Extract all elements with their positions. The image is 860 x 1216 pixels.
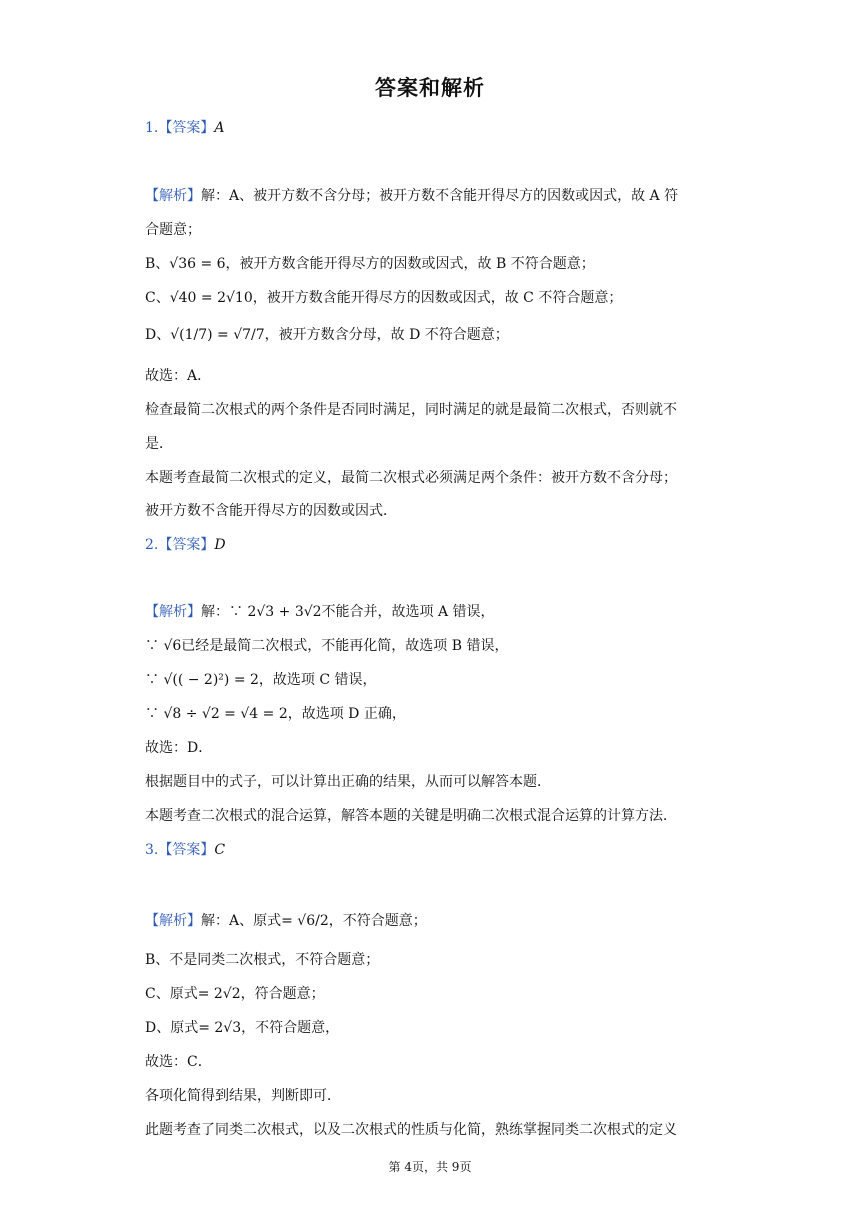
q1-analysis-line-7: 检查最简二次根式的两个条件是否同时满足，同时满足的就是最简二次根式，否则就不 (145, 402, 677, 418)
q3-analysis-line-5: 故选：C． (145, 1054, 212, 1070)
q2-analysis-label: 【解析】 (145, 604, 201, 620)
q1-analysis-text-1: 解：A、被开方数不含分母；被开方数不含能开得尽方的因数或因式，故 A 符 (201, 188, 679, 204)
q2-analysis-line-6: 根据题目中的式子，可以计算出正确的结果，从而可以解答本题． (145, 774, 551, 790)
q2-answer-value: D (214, 537, 226, 553)
q1-analysis-line-3: B、√36 = 6，被开方数含能开得尽方的因数或因式，故 B 不符合题意； (145, 256, 595, 272)
q3-analysis-line-6: 各项化简得到结果，判断即可． (145, 1088, 341, 1104)
q1-analysis-line-1 (145, 186, 720, 206)
q3-analysis-line-4: D、原式= 2√3，不符合题意， (145, 1020, 340, 1036)
q3-answer-value: C (214, 842, 226, 858)
q2-answer-label: 2.【答案】 (145, 537, 215, 553)
q3-analysis-text-1: 解：A、原式= √6/2，不符合题意； (201, 913, 427, 929)
q2-analysis-text-1: 解：∵ 2√3 + 3√2不能合并，故选项 A 错误， (201, 604, 495, 620)
q3-analysis-line-1 (145, 911, 720, 931)
q1-answer-line (145, 118, 720, 138)
q2-analysis-line-1 (145, 602, 720, 622)
q1-analysis-line-9: 本题考查最简二次根式的定义，最简二次根式必须满足两个条件：被开方数不含分母； (145, 470, 677, 486)
q3-analysis-line-2: B、不是同类二次根式，不符合题意； (145, 952, 380, 968)
q1-analysis-line-2: 合题意； (145, 222, 201, 238)
page-title: 答案和解析 (375, 76, 485, 100)
q3-analysis-line-3: C、原式= 2√2，符合题意； (145, 986, 325, 1002)
q3-analysis-line-7: 此题考查了同类二次根式，以及二次根式的性质与化简，熟练掌握同类二次根式的定义 (145, 1122, 677, 1138)
q2-analysis-line-3: ∵ √(( − 2)²) = 2，故选项 C 错误， (145, 672, 377, 688)
q3-answer-line (145, 840, 720, 860)
page-footer: 第 4页，共 9页 (388, 1160, 472, 1174)
q2-analysis-line-2: ∵ √6已经是最简二次根式，不能再化简，故选项 B 错误， (145, 638, 509, 654)
q2-analysis-line-5: 故选：D． (145, 740, 213, 756)
q1-analysis-line-8: 是． (145, 436, 173, 452)
q1-answer-label: 1.【答案】 (145, 120, 215, 136)
q1-analysis-line-5: D、√(1/7) = √7/7，被开方数含分母，故 D 不符合题意； (145, 327, 509, 343)
q1-analysis-line-6: 故选：A． (145, 368, 212, 384)
q1-answer-value: A (214, 120, 225, 136)
q2-answer-line (145, 535, 720, 555)
q1-analysis-label: 【解析】 (145, 188, 201, 204)
q3-answer-label: 3.【答案】 (145, 842, 215, 858)
q1-analysis-line-4: C、√40 = 2√10，被开方数含能开得尽方的因数或因式，故 C 不符合题意； (145, 290, 623, 306)
q1-analysis-line-10: 被开方数不含能开得尽方的因数或因式． (145, 503, 397, 519)
q2-analysis-line-4: ∵ √8 ÷ √2 = √4 = 2，故选项 D 正确， (145, 706, 406, 722)
q3-analysis-label: 【解析】 (145, 913, 201, 929)
q2-analysis-line-7: 本题考查二次根式的混合运算，解答本题的关键是明确二次根式混合运算的计算方法． (145, 808, 677, 824)
